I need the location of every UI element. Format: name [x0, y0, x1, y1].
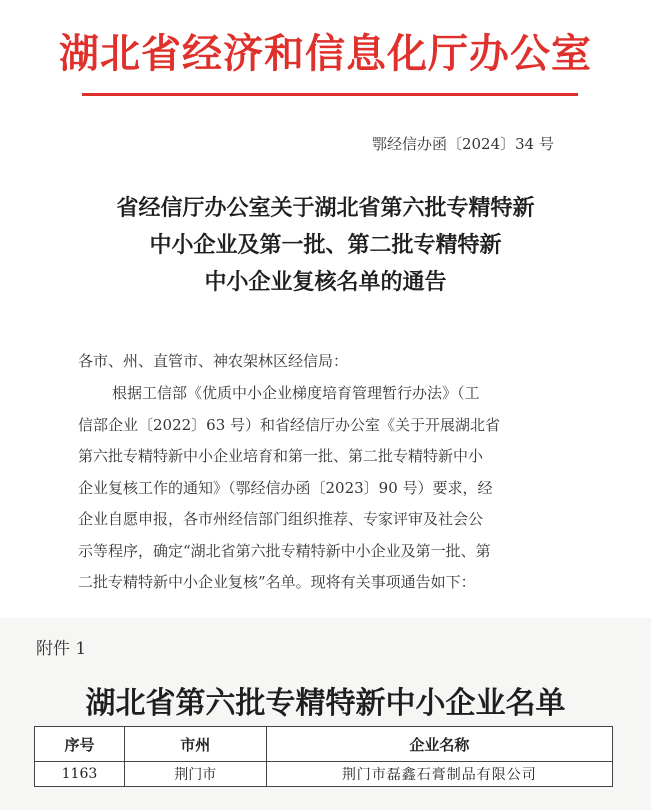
column-header-company-name: 企业名称: [266, 727, 612, 762]
org-header-title: 湖北省经济和信息化厅办公室: [59, 31, 592, 77]
notice-title-line: 中小企业及第一批、第二批专精特新: [149, 232, 502, 258]
attachment-title: 湖北省第六批专精特新中小企业名单: [85, 686, 566, 721]
document-number: 鄂经信办函〔2024〕34 号: [371, 135, 554, 153]
salutation: 各市、州、直管市、神农架林区经信局：: [78, 352, 349, 370]
notice-title-line: 中小企业复核名单的通告: [204, 269, 447, 295]
body-line: 信部企业〔2022〕63 号）和省经信厅办公室《关于开展湖北省: [78, 415, 501, 434]
body-line: 示等程序，确定“湖北省第六批专精特新中小企业及第一批、第: [78, 541, 491, 560]
attachment-label: 附件 1: [36, 639, 87, 659]
cell-serial: 1163: [35, 762, 125, 787]
body-line: 企业复核工作的通知》（鄂经信办函〔2023〕90 号）要求，经: [78, 478, 493, 497]
body-line: 第六批专精特新中小企业培育和第一批、第二批专精特新中小: [78, 447, 484, 465]
red-divider-line: [82, 93, 578, 96]
body-line: 企业自愿申报，各市州经信部门组织推荐、专家评审及社会公: [78, 510, 484, 528]
body-line: 二批专精特新中小企业复核”名单。现将有关事项通告如下：: [78, 573, 476, 591]
enterprise-list-table: [34, 726, 613, 787]
table-header-row: [35, 727, 613, 762]
table-row: [35, 762, 613, 787]
cell-company-name: 荆门市磊鑫石膏制品有限公司: [266, 762, 612, 787]
notice-title-line: 省经信厅办公室关于湖北省第六批专精特新: [116, 195, 535, 221]
column-header-serial: 序号: [35, 727, 125, 762]
column-header-city: 市州: [124, 727, 266, 762]
notice-title: [0, 190, 651, 301]
cell-city: 荆门市: [124, 762, 266, 787]
body-paragraph: [78, 378, 583, 599]
body-line: 根据工信部《优质中小企业梯度培育管理暂行办法》（工: [112, 384, 480, 402]
